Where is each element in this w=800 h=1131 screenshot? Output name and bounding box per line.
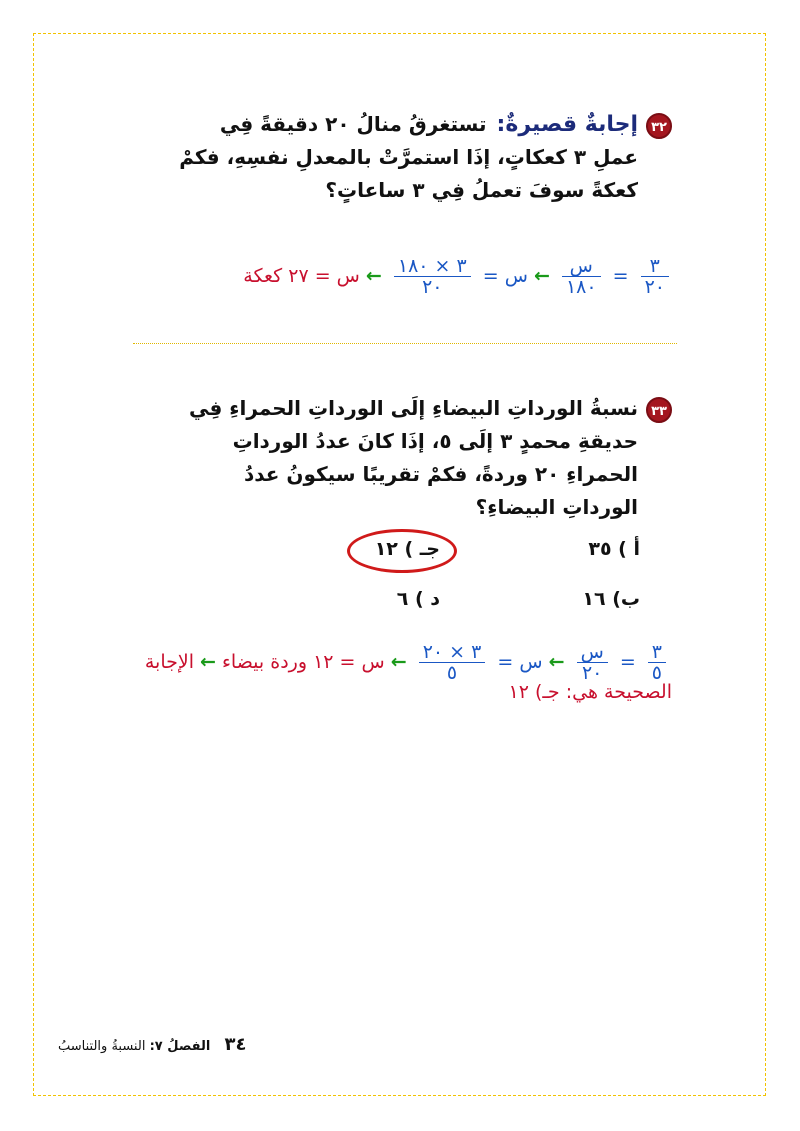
arrow-icon: ← bbox=[533, 265, 550, 287]
chapter-title: النسبةُ والتناسبُ bbox=[58, 1039, 146, 1054]
section-divider bbox=[133, 343, 677, 344]
solution-32-result: س = ٢٧ كعكة bbox=[243, 265, 360, 287]
fraction-s-over-20: $\frac{\text{س}}{٢٠}$ bbox=[577, 642, 608, 683]
solution-32: $\frac{٣}{٢٠}$ = $\frac{\text{س}}{١٨٠}$ ← س = $\frac{٣ \times ١٨٠}{٢٠}$ ← س = ٢٧ كعكة bbox=[243, 256, 675, 297]
fraction-s-over-180: $\frac{\text{س}}{١٨٠}$ bbox=[562, 256, 601, 297]
problem-32 bbox=[112, 108, 672, 207]
fraction-3x20-over-5: $\frac{٣ \times ٢٠}{٥}$ bbox=[419, 642, 486, 683]
problem-number-badge: ٣٢ bbox=[646, 113, 672, 139]
short-answer-heading: إجابةٌ قصيرةٌ: bbox=[496, 112, 638, 137]
choice-d[interactable]: د ) ٦ bbox=[396, 588, 440, 610]
arrow-icon: ← bbox=[200, 651, 216, 673]
problem-32-line-2: عملِ ٣ كعكاتٍ، إذَا استمرَّتْ بالمعدلِ نفسِهِ، فكمْ bbox=[179, 145, 638, 169]
answer-label: الإجابة bbox=[144, 651, 194, 673]
choice-a[interactable]: أ ) ٣٥ bbox=[588, 538, 640, 560]
chapter-label: الفصلُ ٧: bbox=[149, 1039, 211, 1054]
page-number: ٣٤ bbox=[224, 1034, 247, 1055]
arrow-icon: ← bbox=[390, 651, 407, 673]
choice-b[interactable]: ب) ١٦ bbox=[582, 588, 640, 610]
problem-33-line-2: حديقةِ محمدٍ ٣ إلَى ٥، إذَا كانَ عددُ الورداتِ bbox=[232, 429, 638, 453]
fraction-3x180-over-20: $\frac{٣ \times ١٨٠}{٢٠}$ bbox=[394, 256, 471, 297]
fraction-3-over-5: $\frac{٣}{٥}$ bbox=[648, 642, 666, 683]
solution-33-answer: الصحيحة هي: جـ) ١٢ bbox=[508, 681, 672, 703]
arrow-icon: ← bbox=[365, 265, 382, 287]
page-footer bbox=[58, 1034, 246, 1055]
choice-c[interactable]: جـ ) ١٢ bbox=[374, 538, 440, 560]
problem-33-line-3: الحمراءِ ٢٠ وردةً، فكمْ تقريبًا سيكونُ عددُ bbox=[243, 462, 638, 486]
arrow-icon: ← bbox=[548, 651, 565, 673]
problem-33-line-4: الورداتِ البيضاءِ؟ bbox=[475, 495, 638, 519]
correct-answer-circle bbox=[347, 529, 457, 573]
problem-32-line-1: ٣٢إجابةٌ قصيرةٌ:تستغرقُ منالُ ٢٠ دقيقةً فِي bbox=[112, 108, 672, 141]
solution-33-result: س = ١٢ وردة بيضاء bbox=[221, 651, 385, 673]
fraction-3-over-20: $\frac{٣}{٢٠}$ bbox=[641, 256, 669, 297]
problem-33-line-1: ٣٣نسبةُ الورداتِ البيضاءِ إلَى الورداتِ الحمراءِ فِي bbox=[112, 392, 672, 425]
problem-33 bbox=[112, 392, 672, 524]
solution-33: $\frac{٣}{٥}$ = $\frac{\text{س}}{٢٠}$ ← س = $\frac{٣ \times ٢٠}{٥}$ ← س = ١٢ وردة بيضاء ← الإجابة bbox=[145, 642, 672, 683]
problem-32-line-3: كعكةً سوفَ تعملُ فِي ٣ ساعاتٍ؟ bbox=[325, 178, 638, 202]
problem-number-badge: ٣٣ bbox=[646, 397, 672, 423]
